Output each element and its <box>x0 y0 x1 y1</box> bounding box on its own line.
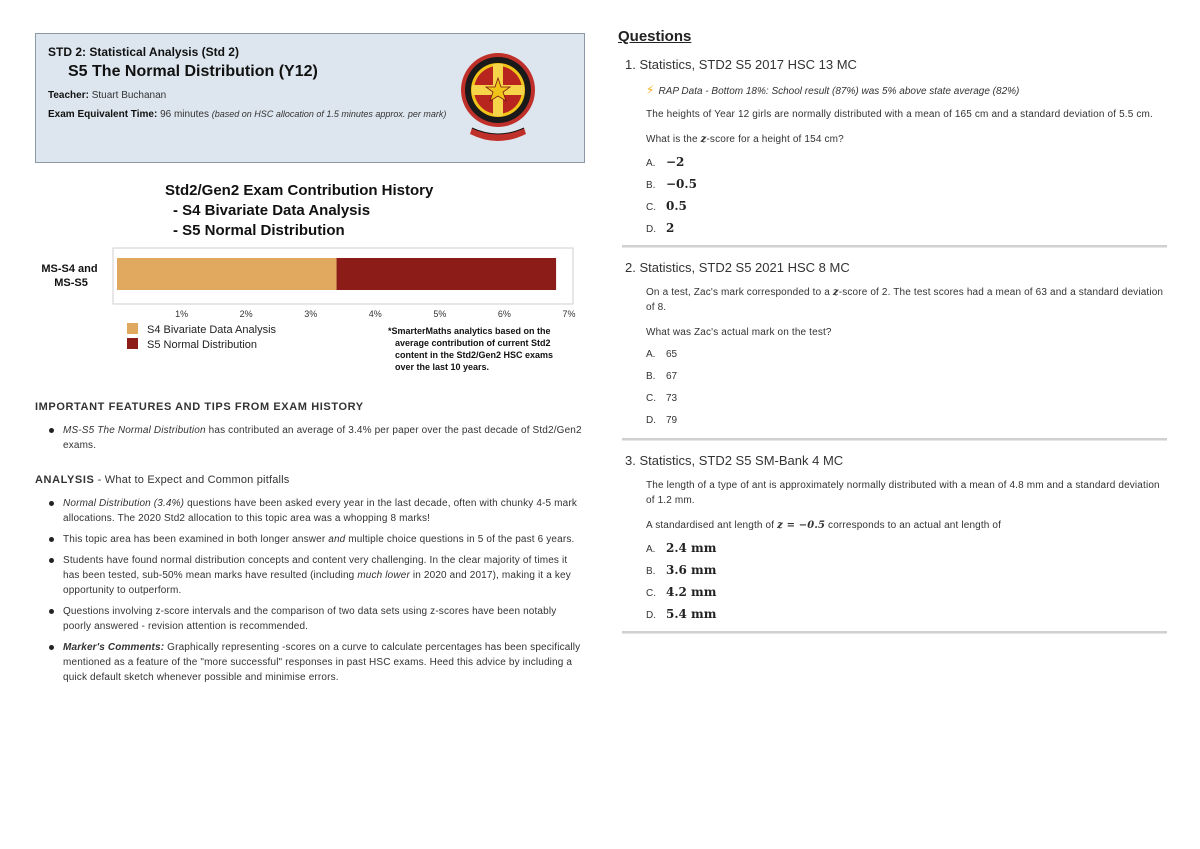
option-c[interactable]: C. 0.5 <box>646 199 687 213</box>
school-crest-icon <box>460 42 536 156</box>
questions-heading: Questions <box>618 28 692 45</box>
topic-header-box <box>35 33 585 163</box>
legend-swatch-s5 <box>127 338 138 349</box>
features-heading: IMPORTANT FEATURES AND TIPS FROM EXAM HISTORY <box>35 401 364 413</box>
question-title[interactable]: 2. Statistics, STD2 S5 2021 HSC 8 MC <box>625 260 850 275</box>
bar-segment-s4 <box>117 258 337 290</box>
option-d[interactable]: D. 5.4 mm <box>646 607 717 621</box>
contribution-chart-svg <box>35 175 585 380</box>
question-title[interactable]: 1. Statistics, STD2 S5 2017 HSC 13 MC <box>625 57 857 72</box>
rap-data: ⚡ RAP Data - Bottom 18%: School result (87%) was 5% above state average (82%) <box>646 83 1020 97</box>
exam-time-note: (based on HSC allocation of 1.5 minutes approx. per mark) <box>211 109 447 119</box>
chart-title-line-2: - S4 Bivariate Data Analysis <box>173 202 371 219</box>
analysis-item: Normal Distribution (3.4%) questions have been asked every year in the last decade, often with chunky 4-5 mark allocations. The 2020 Std2 allocation to this topic area was a whopping 8 marks! <box>49 496 585 526</box>
exam-time-value: 96 minutes <box>160 109 209 120</box>
legend-label-s4: S4 Bivariate Data Analysis <box>147 324 277 336</box>
question-ask: What was Zac's actual mark on the test? <box>646 327 832 338</box>
legend-swatch-s4 <box>127 323 138 334</box>
features-item: MS-S5 The Normal Distribution has contributed an average of 3.4% per paper over the past decade of Std2/Gen2 exams. <box>49 423 585 453</box>
lightning-bolt-icon: ⚡ <box>646 83 655 97</box>
question-divider <box>622 438 1167 441</box>
questions-column <box>618 28 1167 634</box>
question-title[interactable]: 3. Statistics, STD2 S5 SM-Bank 4 MC <box>625 453 844 468</box>
option-b[interactable]: B. 67 <box>646 371 678 382</box>
topic-subtitle: STD 2: Statistical Analysis (Std 2) <box>48 45 239 59</box>
question-stem: On a test, Zac's mark corresponded to a z-score of 2. The test scores had a mean of 63 and a standard deviation of 8. <box>646 287 1164 313</box>
analysis-item: Marker's Comments: Graphically representing -scores on a curve to calculate percentages has been specifically mentioned as a feature of the "more successful" responses in past HSC exams. Heed this advice by including a quick default sketch whenever possible and minimise errors. <box>49 640 585 685</box>
x-tick-label: 6% <box>497 309 511 319</box>
x-tick-label: 4% <box>368 309 382 319</box>
analysis-item: This topic area has been examined in both longer answer and multiple choice questions in 5 of the past 6 years. <box>49 532 585 547</box>
chart-note-3: content in the Std2/Gen2 HSC exams <box>395 350 554 360</box>
chart-title-line-3: - S5 Normal Distribution <box>173 222 345 239</box>
teacher-name: Stuart Buchanan <box>91 90 167 101</box>
topic-title: S5 The Normal Distribution (Y12) <box>68 63 318 80</box>
chart-title-line-1: Std2/Gen2 Exam Contribution History <box>165 182 434 199</box>
analysis-item: Questions involving z-score intervals and the comparison of two data sets using z-scores have been notably poorly answered - revision attention is recommended. <box>49 604 585 634</box>
question-ask: What is the z-score for a height of 154 cm? <box>646 134 844 145</box>
x-tick-label: 1% <box>175 309 189 319</box>
question-2 <box>622 260 1167 441</box>
option-d[interactable]: D. 2 <box>646 221 675 235</box>
option-a[interactable]: A. −2 <box>646 155 685 169</box>
chart-note-1: *SmarterMaths analytics based on the <box>388 326 551 336</box>
question-3 <box>622 453 1167 634</box>
option-a[interactable]: A. 65 <box>646 349 678 360</box>
x-tick-label: 2% <box>239 309 253 319</box>
category-label: MS-S4 and MS-S5 <box>41 263 98 289</box>
option-c[interactable]: C. 73 <box>646 393 678 404</box>
x-tick-label: 5% <box>433 309 447 319</box>
chart-note-4: over the last 10 years. <box>395 362 490 372</box>
option-b[interactable]: B. 3.6 mm <box>646 563 717 577</box>
analysis-list <box>35 496 585 685</box>
legend-label-s5: S5 Normal Distribution <box>147 339 258 351</box>
x-tick-label: 3% <box>304 309 318 319</box>
teacher-label: Teacher: <box>48 90 89 101</box>
option-a[interactable]: A. 2.4 mm <box>646 541 717 555</box>
x-tick-label: 7% <box>562 309 576 319</box>
option-d[interactable]: D. 79 <box>646 415 678 426</box>
question-divider <box>622 631 1167 634</box>
bar-segment-s5 <box>337 258 557 290</box>
contribution-chart <box>35 175 585 380</box>
option-b[interactable]: B. −0.5 <box>646 177 697 191</box>
exam-time-label: Exam Equivalent Time: <box>48 109 158 120</box>
question-ask: A standardised ant length of z = −0.5 corresponds to an actual ant length of <box>646 520 1002 531</box>
analysis-item: Students have found normal distribution concepts and content very challenging. In the clear majority of times it has been tested, sub-50% mean marks have resulted (including much lower in 2020 and 2017), making it a key opportunity to outperform. <box>49 553 585 598</box>
analysis-heading: ANALYSIS - What to Expect and Common pitfalls <box>35 474 290 486</box>
question-divider <box>622 245 1167 248</box>
question-1 <box>622 57 1167 248</box>
option-c[interactable]: C. 4.2 mm <box>646 585 717 599</box>
features-list <box>35 423 585 453</box>
question-stem: The heights of Year 12 girls are normally distributed with a mean of 165 cm and a standard deviation of 5.5 cm. <box>646 109 1153 120</box>
question-stem: The length of a type of ant is approximately normally distributed with a mean of 4.8 mm and a standard deviation of 1.2 mm. <box>646 480 1160 506</box>
chart-note-2: average contribution of current Std2 <box>395 338 551 348</box>
left-column <box>35 33 585 691</box>
